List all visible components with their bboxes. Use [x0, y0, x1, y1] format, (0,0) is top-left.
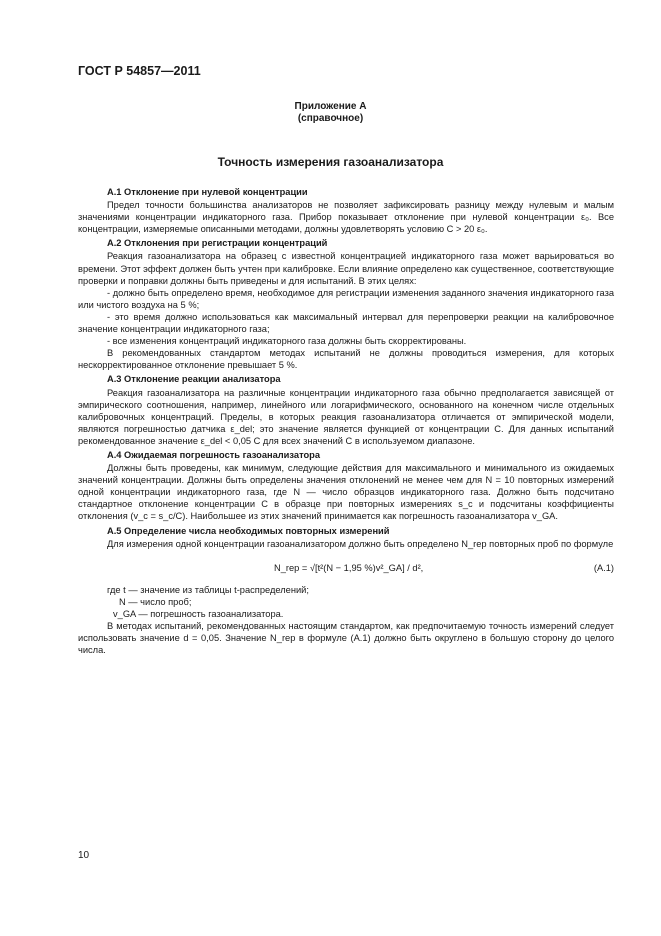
section-a4-paragraph: Должны быть проведены, как минимум, следующие действия для максимального и минимального из ожидаемых значений концентрации. Должны быть определены значения отклонений не менее чем для N = 10 повторных измерений одной концентрации индикаторного газа, где N — число образцов индикаторного газа. Должно быть подсчитано стандартное отклонение концентрации C в образце при повторных измерениях s_c и подсчитаны коэффициенты отклонения (v_c = s_c/C). Наибольшее из этих значений принимается как погрешность газоанализатора v_GA. [78, 463, 614, 522]
section-a2-paragraph: В рекомендованных стандартом методах испытаний не должны проводиться измерения, для которых нескорректированное отклонение превышает 5 %. [78, 348, 614, 371]
formula-row [78, 556, 614, 582]
section-a4-heading: А.4 Ожидаемая погрешность газоанализатора [107, 449, 321, 460]
section-a2-paragraph: Реакция газоанализатора на образец с известной концентрацией индикаторного газа может варьироваться во времени. Этот эффект должен быть учтен при калибровке. Если влияние определено как существенное, соответствующие проверки и поправки должны быть приведены и для испытаний. В этих целях: [78, 251, 614, 286]
definition-vga: v_GA — погрешность газоанализатора. [113, 608, 284, 619]
section-a2-bullet: - это время должно использоваться как максимальный интервал для перепроверки реакции на калибровочное значение концентрации индикаторного газа; [78, 311, 614, 335]
appendix-label: Приложение А [294, 101, 367, 112]
section-a3-heading: А.3 Отклонение реакции анализатора [107, 374, 281, 385]
page-number: 10 [78, 850, 90, 861]
formula-number: (А.1) [593, 562, 614, 573]
section-a5-paragraph: Для измерения одной концентрации газоанализатором должно быть определено N_rep повторных проб по формуле [107, 538, 614, 549]
section-a2-heading: А.2 Отклонения при регистрации концентраций [107, 238, 328, 249]
section-a2-bullet: - все изменения концентраций индикаторного газа должны быть скорректированы. [107, 336, 467, 347]
definition-n: N — число проб; [119, 596, 192, 607]
formula: N_rep = √[t²(N − 1,95 %)v²_GA] / d², [274, 562, 424, 573]
document-body [78, 184, 614, 656]
section-a5-paragraph: В методах испытаний, рекомендованных настоящим стандартом, как предпочитаемую точность измерений следует использовать значение d = 0,05. Значение N_rep в формуле (А.1) должно быть округлено в большую сторону до целого числа. [78, 621, 614, 656]
section-a5-heading: А.5 Определение числа необходимых повторных измерений [107, 525, 390, 536]
section-a2-bullet: - должно быть определено время, необходимое для регистрации изменения заданного значения индикаторного газа или чистого воздуха на 5 %; [78, 287, 614, 310]
definition-t: где t — значение из таблицы t-распределений; [107, 584, 309, 595]
section-a3-paragraph: Реакция газоанализатора на различные концентрации индикаторного газа обычно предполагается зависящей от эмпирического соотношения, например, линейного или логарифмического, основанного на конечном числе отдельных калибровочных концентраций. Пределы, в которых реакция газоанализатора отличается от эмпирической модели, являются погрешностью датчика ε_del; это значение является функцией от концентрации C. Для данных испытаний рекомендованное значение ε_del < 0,05 C для всех значений C в используемом диапазоне. [78, 387, 614, 446]
section-a1-heading: А.1 Отклонение при нулевой концентрации [107, 187, 308, 197]
document-header: ГОСТ Р 54857—2011 [78, 64, 201, 78]
section-a1-paragraph: Предел точности большинства анализаторов не позволяет зафиксировать разницу между нулевым и малым значениями концентрации индикаторного газа. Прибор показывает отклонение при нулевой концентрации ε₀. Все концентрации, измеряемые описанными методами, должны удовлетворять условию C > 20 ε₀. [78, 200, 614, 235]
page-title: Точность измерения газоанализатора [217, 155, 444, 169]
appendix-type: (справочное) [297, 113, 364, 124]
